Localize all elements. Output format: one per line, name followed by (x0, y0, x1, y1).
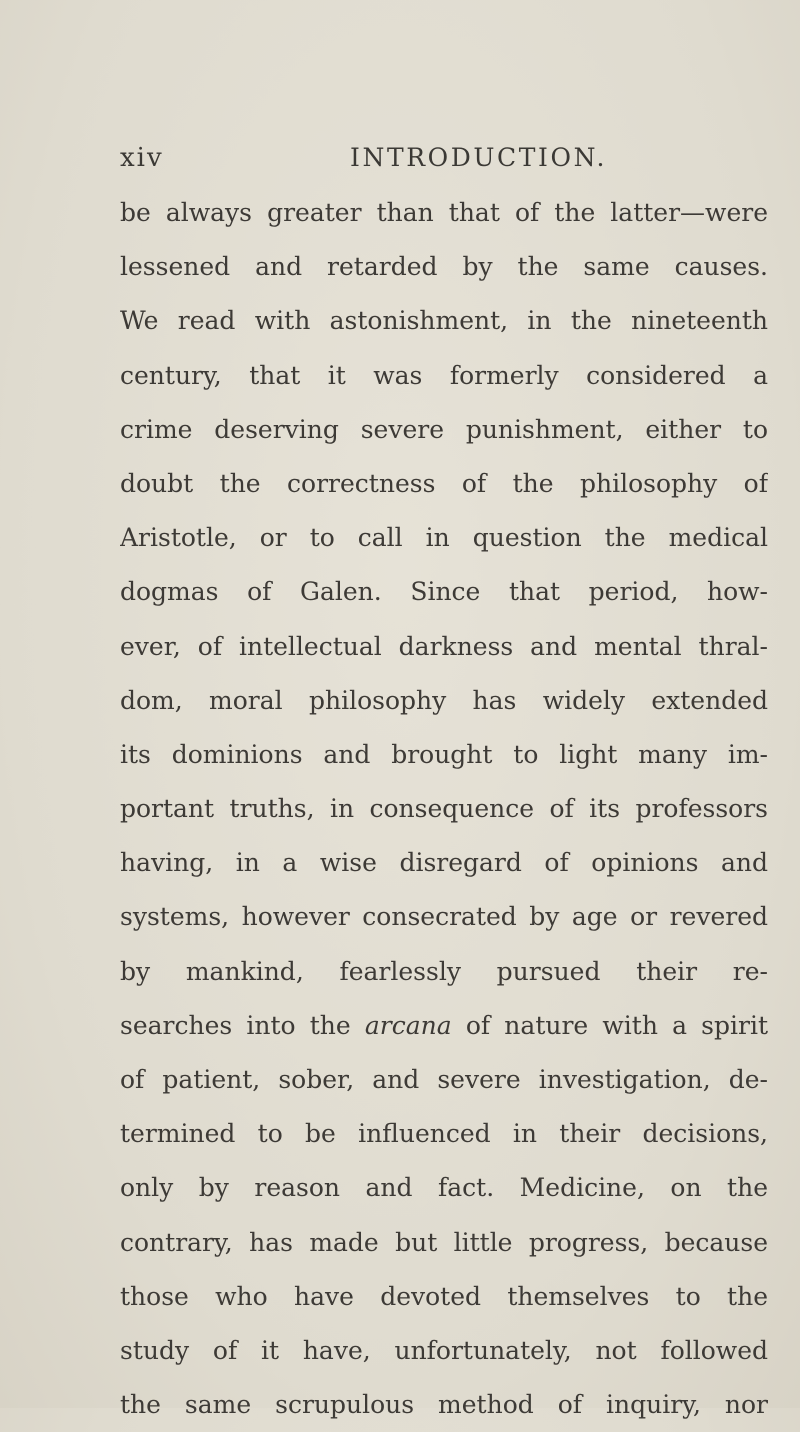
text-line: the same scrupulous method of inquiry, nor (120, 1390, 768, 1420)
text-segment: searches into the (120, 1010, 365, 1040)
text-line: systems, however consecrated by age or revered (120, 902, 768, 932)
text-line: dogmas of Galen. Since that period, how- (120, 577, 768, 607)
text-line: termined to be influenced in their decisions, (120, 1119, 768, 1149)
italic-term: arcana (364, 1010, 452, 1040)
text-line: its dominions and brought to light many im- (120, 739, 768, 769)
page-number: xiv (120, 143, 164, 173)
text-line: having, in a wise disregard of opinions and (120, 848, 768, 878)
text-segment: of nature with a spirit (451, 1010, 768, 1040)
text-line: portant truths, in consequence of its professors (120, 794, 768, 824)
text-line: only by reason and fact. Medicine, on the (120, 1173, 768, 1203)
text-line: century, that it was formerly considered a (120, 360, 768, 390)
text-line: those who have devoted themselves to the (120, 1281, 768, 1311)
text-line: ever, of intellectual darkness and mental thral- (120, 631, 768, 661)
body-text (120, 186, 768, 1432)
text-line: by mankind, fearlessly pursued their re- (120, 956, 768, 986)
text-line: doubt the correctness of the philosophy of (120, 468, 768, 498)
text-line: of patient, sober, and severe investigation, de- (120, 1065, 768, 1094)
running-head (120, 138, 760, 178)
text-line: crime deserving severe punishment, either to (120, 414, 768, 444)
text-line: study of it have, unfortunately, not followed (120, 1335, 768, 1365)
text-line: dom, moral philosophy has widely extended (120, 685, 768, 715)
text-line-with-italic (120, 999, 768, 1053)
text-line: Aristotle, or to call in question the medical (120, 523, 768, 553)
text-line: be always greater than that of the latter—were (120, 198, 768, 227)
text-line: contrary, has made but little progress, because (120, 1227, 768, 1257)
text-line: We read with astonishment, in the nineteenth (120, 306, 768, 336)
running-title: INTRODUCTION. (350, 143, 608, 172)
text-line: lessened and retarded by the same causes. (120, 252, 768, 282)
